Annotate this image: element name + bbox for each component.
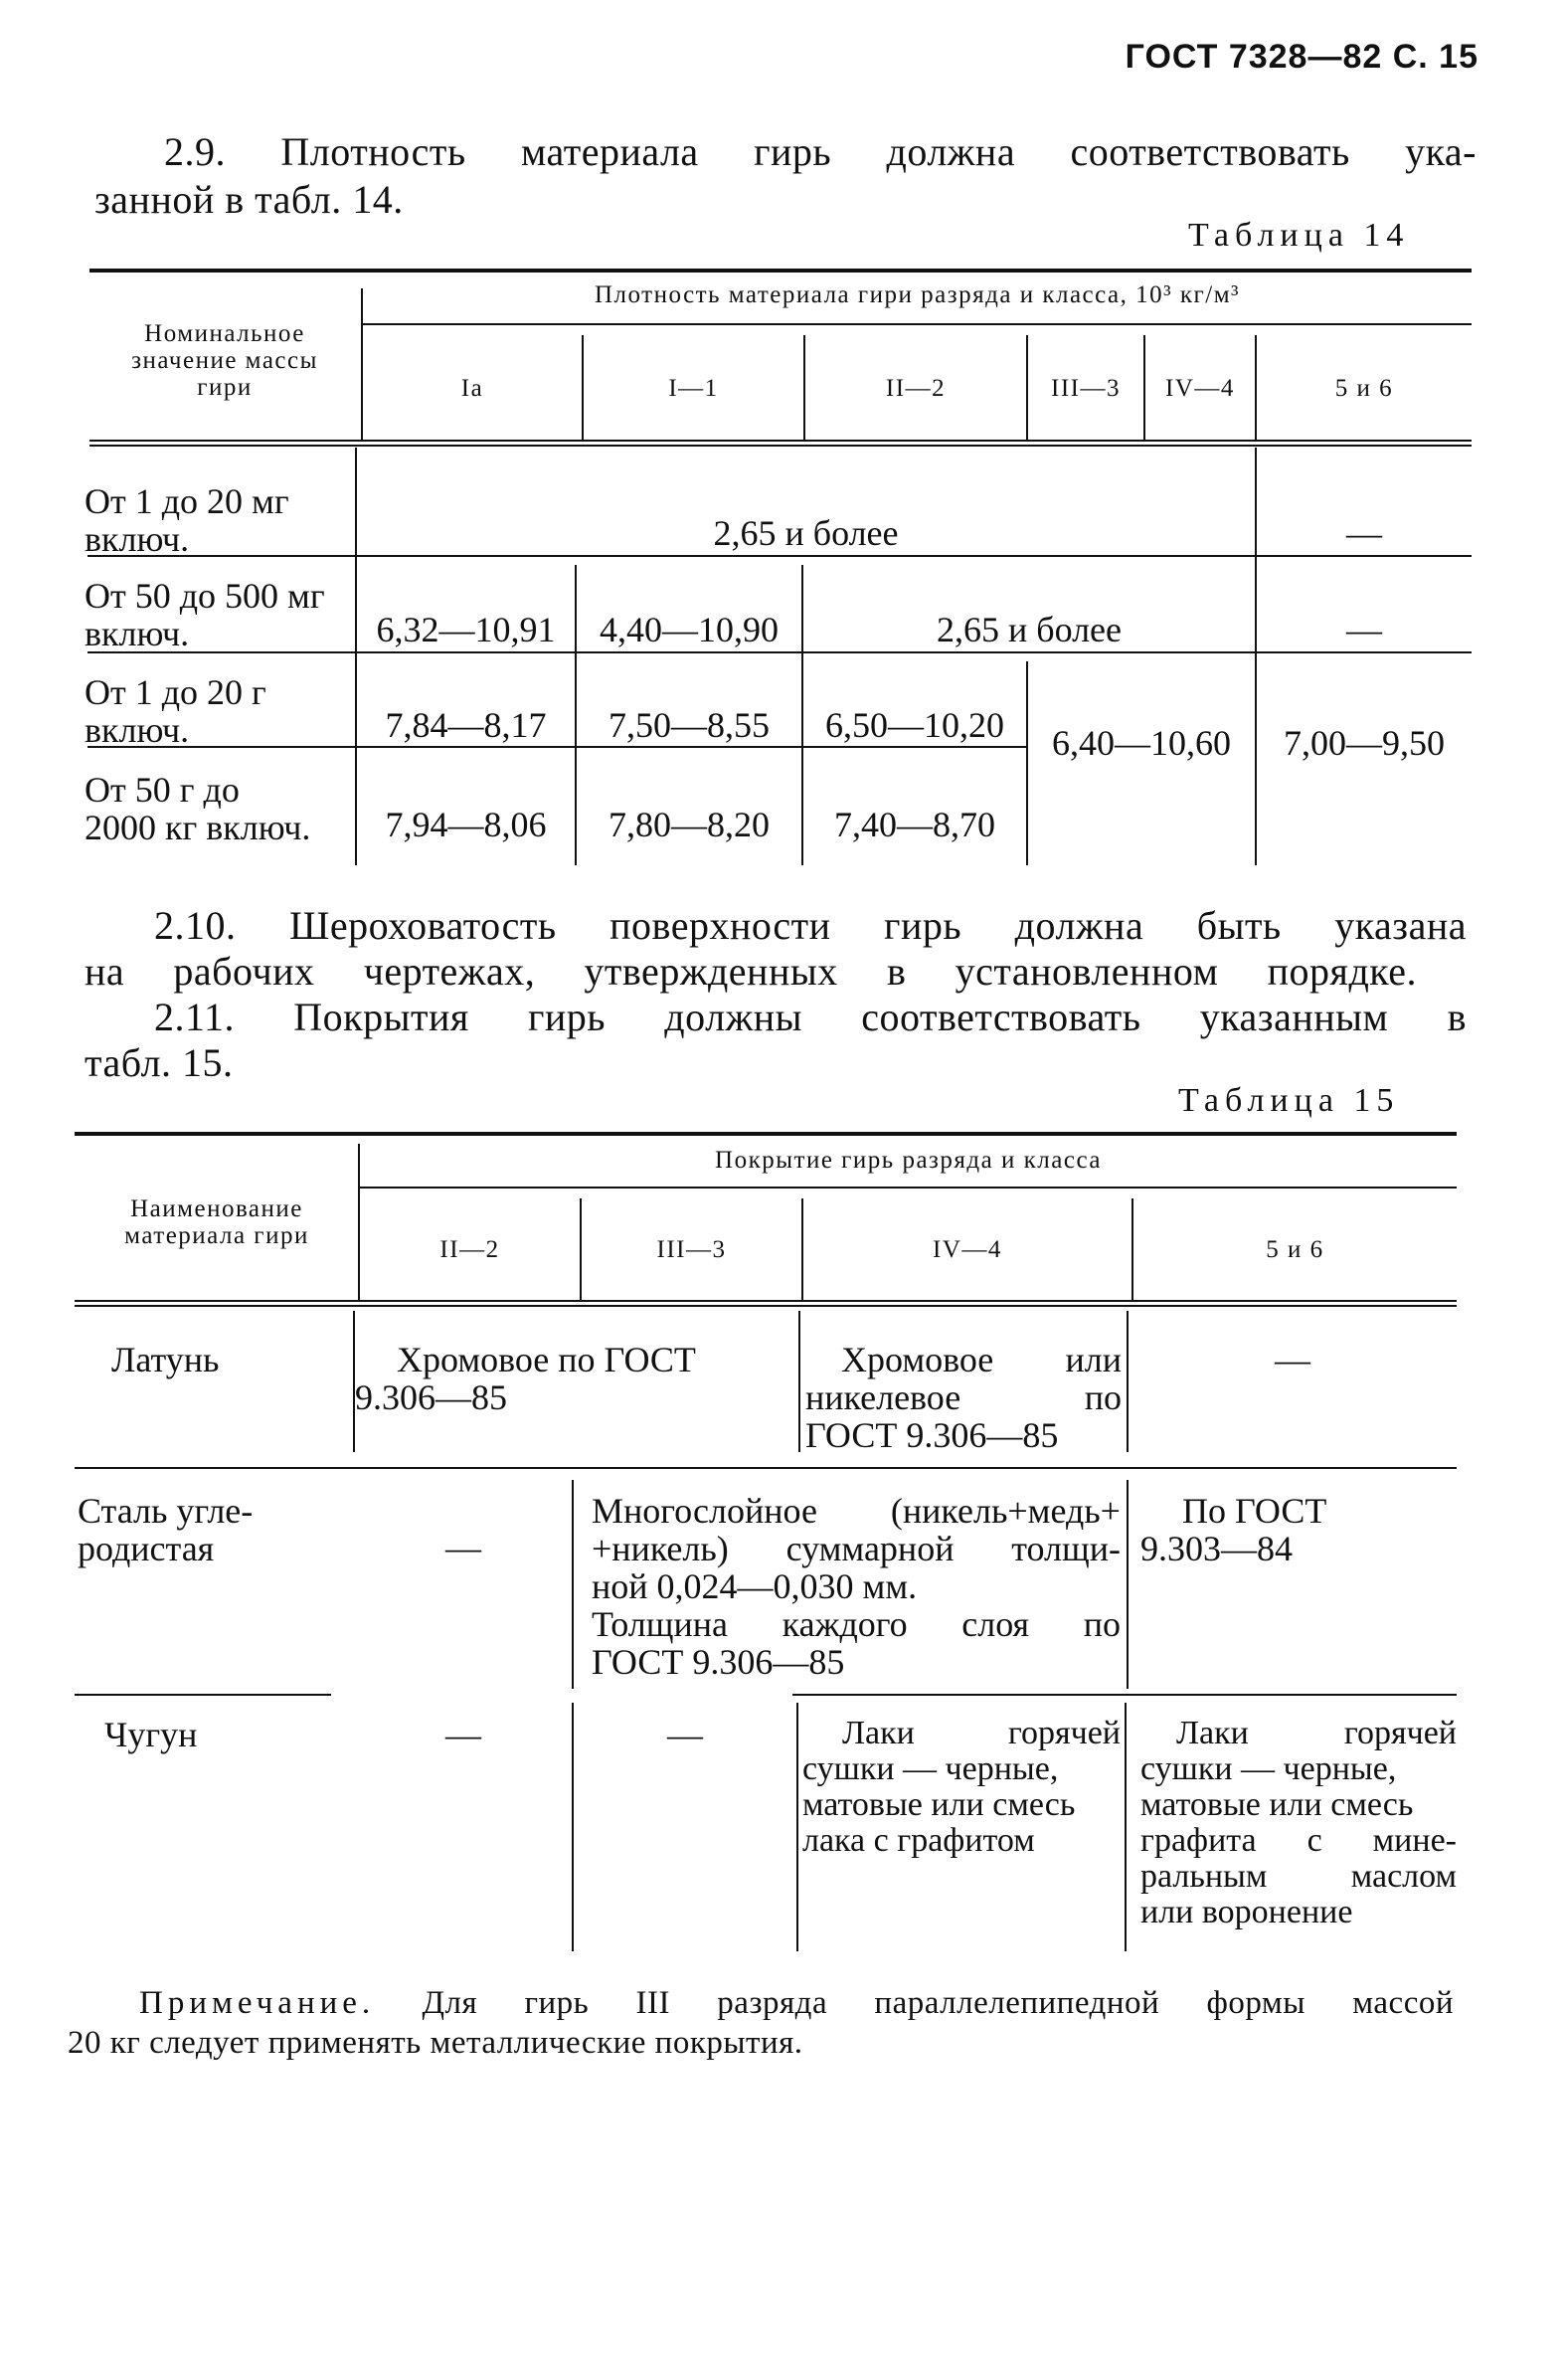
table14-row4-ii2: 7,40—8,70 (834, 805, 995, 844)
table15-brass-ii-iii: Хромовое по ГОСТ 9.306—85 (355, 1340, 696, 1417)
table14-class-ia: Ia (460, 375, 484, 402)
table15-class-ii2: II—2 (439, 1236, 500, 1263)
table14-row1-56: — (1346, 513, 1382, 553)
note-line2: 20 кг следует применять металлические покрытия. (68, 2025, 803, 2061)
table15-steel-iii-iv: Многослойное (никель+медь+ +никель) суммарной толщи- ной 0,024—0,030 мм. Толщина каждого слоя по ГОСТ 9.306—85 (592, 1491, 1121, 1682)
table14-row2-i1: 4,40—10,90 (600, 610, 779, 649)
section-2-10-line1: 2.10. Шероховатость поверхности гирь должна быть указана (154, 903, 1467, 948)
table14-caption: Таблица 14 (1188, 217, 1410, 254)
table15-head-material: Наименование материала гири (124, 1195, 309, 1249)
table14-class-iv4: IV—4 (1165, 375, 1235, 402)
table15-head-coating: Покрытие гирь разряда и класса (715, 1147, 1102, 1174)
table14-row4-ia: 7,94—8,06 (385, 805, 547, 844)
table15-iron-56: Лаки горячей сушки — черные, матовые или смесь графита с мине- ральным маслом или воронение (1140, 1715, 1457, 1930)
table14-row2-56: — (1346, 610, 1382, 649)
section-2-10-line2: на рабочих чертежах, утвержденных в установленном порядке. (85, 949, 1417, 994)
table14-row4-i1: 7,80—8,20 (609, 805, 770, 844)
table14-span-iii-iv: 6,40—10,60 (1052, 723, 1231, 763)
section-2-11-line1: 2.11. Покрытия гирь должны соответствовать указанным в (154, 995, 1467, 1039)
note-line1: Примечание. Для гирь III разряда параллелепипедной формы массой (139, 1985, 1454, 2021)
section-2-11-line2: табл. 15. (85, 1040, 234, 1085)
table15-brass-label: Латунь (111, 1340, 220, 1379)
table14-head-density: Плотность материала гири разряда и класса, 10³ кг/м³ (594, 281, 1241, 308)
table14-row3-ii2: 6,50—10,20 (825, 705, 1004, 745)
table14-row3-i1: 7,50—8,55 (609, 705, 770, 745)
table14-class-i1: I—1 (668, 375, 719, 402)
section-2-9-line1: 2.9. Плотность материала гирь должна соответствовать ука- (164, 129, 1477, 174)
table14-row3-label: От 1 до 20 г включ. (85, 672, 266, 750)
table15-iron-iii: — (667, 1715, 703, 1754)
table15-caption: Таблица 15 (1178, 1082, 1400, 1119)
note-label: Примечание. (139, 1985, 376, 2021)
table14-row1-merged: 2,65 и более (713, 513, 899, 553)
table15-iron-label: Чугун (104, 1715, 198, 1754)
table14-row1-label: От 1 до 20 мг включ. (85, 481, 289, 559)
table14-row2-merged: 2,65 и более (936, 610, 1123, 649)
table14-head-mass: Номинальное значение массы гири (131, 320, 318, 401)
table14-row3-ia: 7,84—8,17 (385, 705, 547, 745)
table14-span-56: 7,00—9,50 (1284, 723, 1445, 763)
table14-row2-ia: 6,32—10,91 (376, 610, 556, 649)
table14-class-56: 5 и 6 (1334, 375, 1394, 402)
table15-brass-iv: Хромовое или никелевое по ГОСТ 9.306—85 (805, 1340, 1122, 1455)
table15-brass-56: — (1275, 1340, 1310, 1379)
table15-steel-56: По ГОСТ 9.303—84 (1140, 1491, 1327, 1568)
table14-row4-label: От 50 г до 2000 кг включ. (85, 770, 311, 847)
table15-steel-label: Сталь угле- родистая (78, 1491, 254, 1568)
table15-class-iv4: IV—4 (933, 1236, 1002, 1263)
table14-class-ii2: II—2 (885, 375, 947, 402)
table15-class-56: 5 и 6 (1266, 1236, 1324, 1263)
table15-steel-ii: — (445, 1528, 481, 1567)
table15-iron-ii: — (445, 1715, 481, 1754)
table15-class-iii3: III—3 (656, 1236, 727, 1263)
section-2-9-line2: занной в табл. 14. (94, 177, 404, 222)
table15-iron-iv: Лаки горячей сушки — черные, матовые или смесь лака с графитом (802, 1715, 1121, 1859)
page-header: ГОСТ 7328—82 С. 15 (1125, 38, 1479, 76)
table14-class-iii3: III—3 (1051, 375, 1121, 402)
table14-row2-label: От 50 до 500 мг включ. (85, 576, 325, 653)
